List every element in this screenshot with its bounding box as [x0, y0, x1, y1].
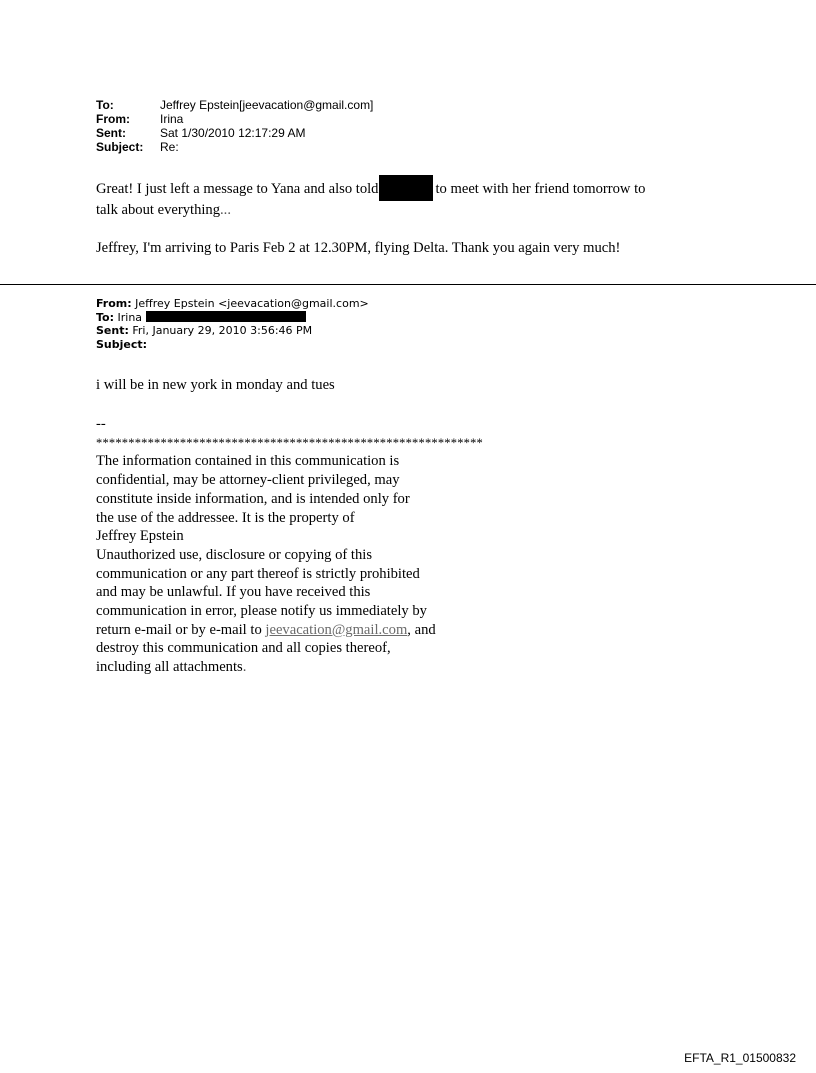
header-sent-row — [96, 126, 373, 140]
return-text-before: return e-mail or by e-mail to — [96, 621, 262, 638]
quoted-subject-label: Subject: — [96, 337, 148, 351]
signature-line: constitute inside information, and is intended only for — [96, 490, 410, 507]
signature-line: the use of the addressee. It is the property of — [96, 509, 355, 526]
sent-value: Sat 1/30/2010 12:17:29 AM — [160, 126, 306, 140]
quoted-from-row — [96, 297, 369, 311]
quoted-body: i will be in new york in monday and tues — [96, 377, 335, 393]
from-label: From: — [96, 112, 130, 126]
reply-paragraph-1 — [96, 175, 736, 220]
subject-label: Subject: — [96, 140, 144, 154]
signature-stars: ************************************************************ — [96, 435, 483, 450]
signature-last-text: including all attachments — [96, 659, 243, 676]
signature-last-line — [96, 658, 576, 677]
signature-line: communication in error, please notify us immediately by — [96, 603, 427, 620]
quoted-sent-value: Fri, January 29, 2010 3:56:46 PM — [132, 324, 313, 337]
email-link[interactable]: jeevacation@gmail.com — [265, 621, 408, 638]
header-from-row — [96, 112, 373, 126]
from-value: Irina — [160, 112, 184, 126]
quoted-sent-row — [96, 324, 369, 338]
header-subject-row — [96, 140, 373, 154]
redaction-box — [379, 175, 433, 201]
signature-return-line — [96, 621, 576, 640]
signature-line: The information contained in this communication is — [96, 453, 400, 470]
signature-last-period: . — [242, 659, 247, 676]
reply-paragraph-2: Jeffrey, I'm arriving to Paris Feb 2 at 12.30PM, flying Delta. Thank you again very much! — [96, 240, 621, 256]
quoted-to-value: Irina — [117, 310, 143, 324]
header-to-row — [96, 98, 373, 112]
quoted-from-value: Jeffrey Epstein <jeevacation@gmail.com> — [135, 297, 369, 310]
email-header — [96, 98, 373, 154]
bates-number: EFTA_R1_01500832 — [684, 1051, 796, 1065]
signature-line: confidential, may be attorney-client privileged, may — [96, 472, 400, 489]
signature-line: Jeffrey Epstein — [96, 528, 184, 545]
subject-value: Re: — [160, 140, 179, 154]
signature-dashes: -- — [96, 416, 106, 432]
signature-line: destroy this communication and all copies thereof, — [96, 640, 391, 657]
sent-label: Sent: — [96, 126, 126, 140]
return-text-after: , and — [407, 621, 436, 638]
reply-line2: talk about everything — [96, 202, 221, 218]
reply-body — [96, 175, 736, 258]
to-value: Jeffrey Epstein[jeevacation@gmail.com] — [160, 98, 374, 112]
reply-line1-after: to meet with her friend tomorrow to — [435, 181, 646, 197]
quoted-from-label: From: — [96, 297, 132, 310]
quoted-to-row — [96, 311, 369, 325]
quoted-header — [96, 297, 369, 351]
reply-ellipsis: ... — [220, 202, 231, 218]
quoted-sent-label: Sent: — [96, 324, 129, 337]
signature-line: and may be unlawful. If you have received this — [96, 584, 371, 601]
signature-line: Unauthorized use, disclosure or copying of this — [96, 546, 373, 563]
separator-line — [0, 284, 816, 285]
redaction-bar — [146, 311, 306, 322]
to-label: To: — [96, 98, 114, 112]
signature-block — [96, 415, 576, 677]
signature-line: communication or any part thereof is strictly prohibited — [96, 565, 420, 582]
quoted-subject-row — [96, 338, 369, 352]
quoted-to-label: To: — [96, 310, 114, 324]
reply-line1-before: Great! I just left a message to Yana and also told — [96, 181, 379, 197]
